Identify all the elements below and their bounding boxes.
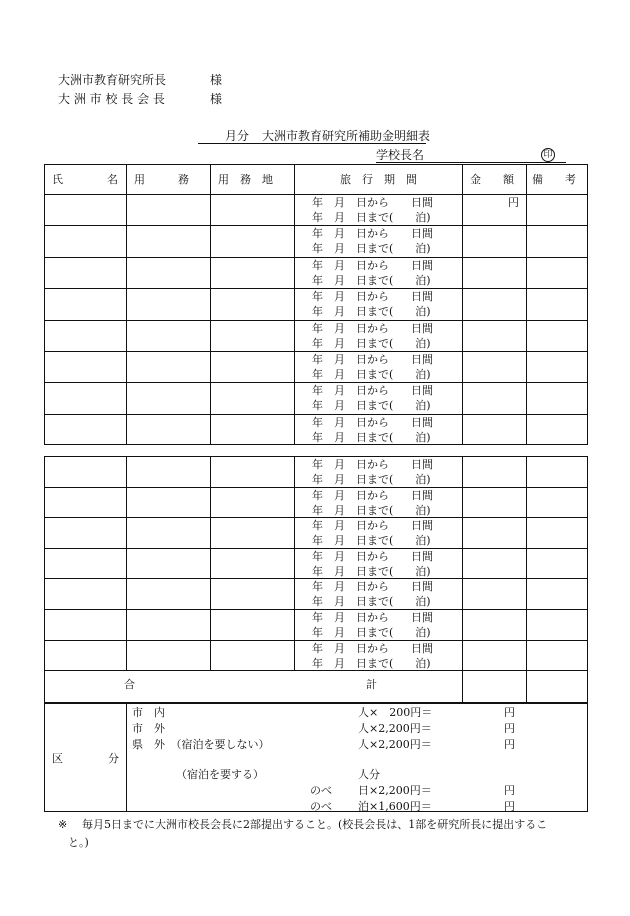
col-header-place: 用 務 地: [218, 173, 273, 186]
period-from-text: 年 月 日から 日間: [312, 488, 433, 502]
breakdown-yen: 円: [504, 800, 515, 813]
period-to-text: 年 月 日まで( 泊): [312, 305, 431, 319]
breakdown-table: [44, 703, 588, 812]
period-to-text: 年 月 日まで( 泊): [312, 336, 431, 350]
period-from-text: 年 月 日から 日間: [312, 580, 433, 594]
breakdown-calc: 人×2,200円＝: [358, 738, 432, 751]
yen-unit: 円: [508, 196, 519, 209]
breakdown-yen: 円: [504, 784, 515, 797]
period-from-text: 年 月 日から 日間: [312, 227, 433, 241]
breakdown-label: のべ: [310, 784, 332, 797]
breakdown-label: 市 内: [132, 706, 165, 719]
total-col-divider: [526, 670, 527, 703]
period-from-text: 年 月 日から 日間: [312, 258, 433, 272]
principal-underline[interactable]: [376, 162, 566, 163]
period-to-text: 年 月 日まで( 泊): [312, 211, 431, 224]
breakdown-label: 県 外 （宿泊を要しない）: [132, 738, 270, 751]
breakdown-divider: [126, 703, 127, 812]
upper-table: [44, 164, 588, 445]
period-to-text: 年 月 日まで( 泊): [312, 399, 431, 413]
addressee-2-name: 大 洲 市 校 長 会 長: [58, 92, 165, 106]
period-to-text: 年 月 日まで( 泊): [312, 242, 431, 256]
period-to-text: 年 月 日まで( 泊): [312, 656, 431, 670]
period-from-text: 年 月 日から 日間: [312, 290, 433, 304]
col-header-task: 用 務: [134, 173, 189, 186]
breakdown-calc: 日×2,200円＝: [358, 784, 432, 797]
col-header-remarks: 備 考: [532, 173, 576, 186]
breakdown-yen: 円: [504, 722, 515, 735]
period-to-text: 年 月 日まで( 泊): [312, 368, 431, 381]
period-from-text: 年 月 日から 日間: [312, 353, 433, 366]
col-header-amount: 金 額: [470, 173, 514, 186]
breakdown-label: 市 外: [132, 722, 165, 735]
period-to-text: 年 月 日まで( 泊): [312, 595, 431, 609]
breakdown-calc: 人分: [358, 768, 380, 781]
lower-table: [44, 456, 588, 703]
note-line-1: 毎月5日までに大洲市校長会長に2部提出すること。(校長会長は、1部を研究所長に提出するこ: [82, 818, 548, 831]
total-label-right: 計: [366, 678, 377, 692]
principal-label: 学校長名: [376, 148, 425, 162]
col-header-period: 旅 行 期 間: [340, 173, 417, 186]
addressee-1-honorific: 様: [210, 73, 223, 87]
period-to-text: 年 月 日まで( 泊): [312, 473, 431, 486]
period-from-text: 年 月 日から 日間: [312, 641, 433, 655]
col-header-name: 氏 名: [52, 173, 118, 186]
breakdown-yen: 円: [504, 738, 515, 751]
note-line-2: と。): [68, 836, 89, 849]
period-from-text: 年 月 日から 日間: [312, 196, 433, 209]
total-amount-cell[interactable]: [462, 670, 526, 703]
period-to-text: 年 月 日まで( 泊): [312, 626, 431, 639]
title-month: 月分: [225, 129, 250, 143]
addressee-2-honorific: 様: [210, 92, 223, 106]
period-from-text: 年 月 日から 日間: [312, 549, 433, 563]
kubun-label-left: 区: [52, 752, 63, 765]
period-from-text: 年 月 日から 日間: [312, 611, 433, 624]
addressee-1-name: 大洲市教育研究所長: [58, 73, 167, 87]
breakdown-label: （宿泊を要する）: [176, 768, 264, 781]
period-from-text: 年 月 日から 日間: [312, 415, 433, 429]
breakdown-calc: 泊×1,600円＝: [358, 800, 432, 813]
period-from-text: 年 月 日から 日間: [312, 321, 433, 335]
period-to-text: 年 月 日まで( 泊): [312, 430, 431, 444]
period-from-text: 年 月 日から 日間: [312, 458, 433, 471]
period-to-text: 年 月 日まで( 泊): [312, 503, 431, 517]
period-from-text: 年 月 日から 日間: [312, 519, 433, 533]
form-title: 大洲市教育研究所補助金明細表: [262, 129, 431, 143]
breakdown-yen: 円: [504, 706, 515, 719]
period-to-text: 年 月 日まで( 泊): [312, 564, 431, 578]
period-from-text: 年 月 日から 日間: [312, 384, 433, 398]
total-label-left: 合: [124, 678, 135, 692]
period-to-text: 年 月 日まで( 泊): [312, 273, 431, 287]
note-mark: ※: [58, 818, 68, 831]
breakdown-label: のべ: [310, 800, 332, 813]
breakdown-calc: 人×2,200円＝: [358, 722, 432, 735]
title-underline: [198, 143, 426, 144]
period-to-text: 年 月 日まで( 泊): [312, 534, 431, 548]
breakdown-calc: 人× 200円＝: [358, 706, 433, 719]
seal-icon: 印: [541, 148, 555, 162]
kubun-label-right: 分: [108, 752, 119, 765]
